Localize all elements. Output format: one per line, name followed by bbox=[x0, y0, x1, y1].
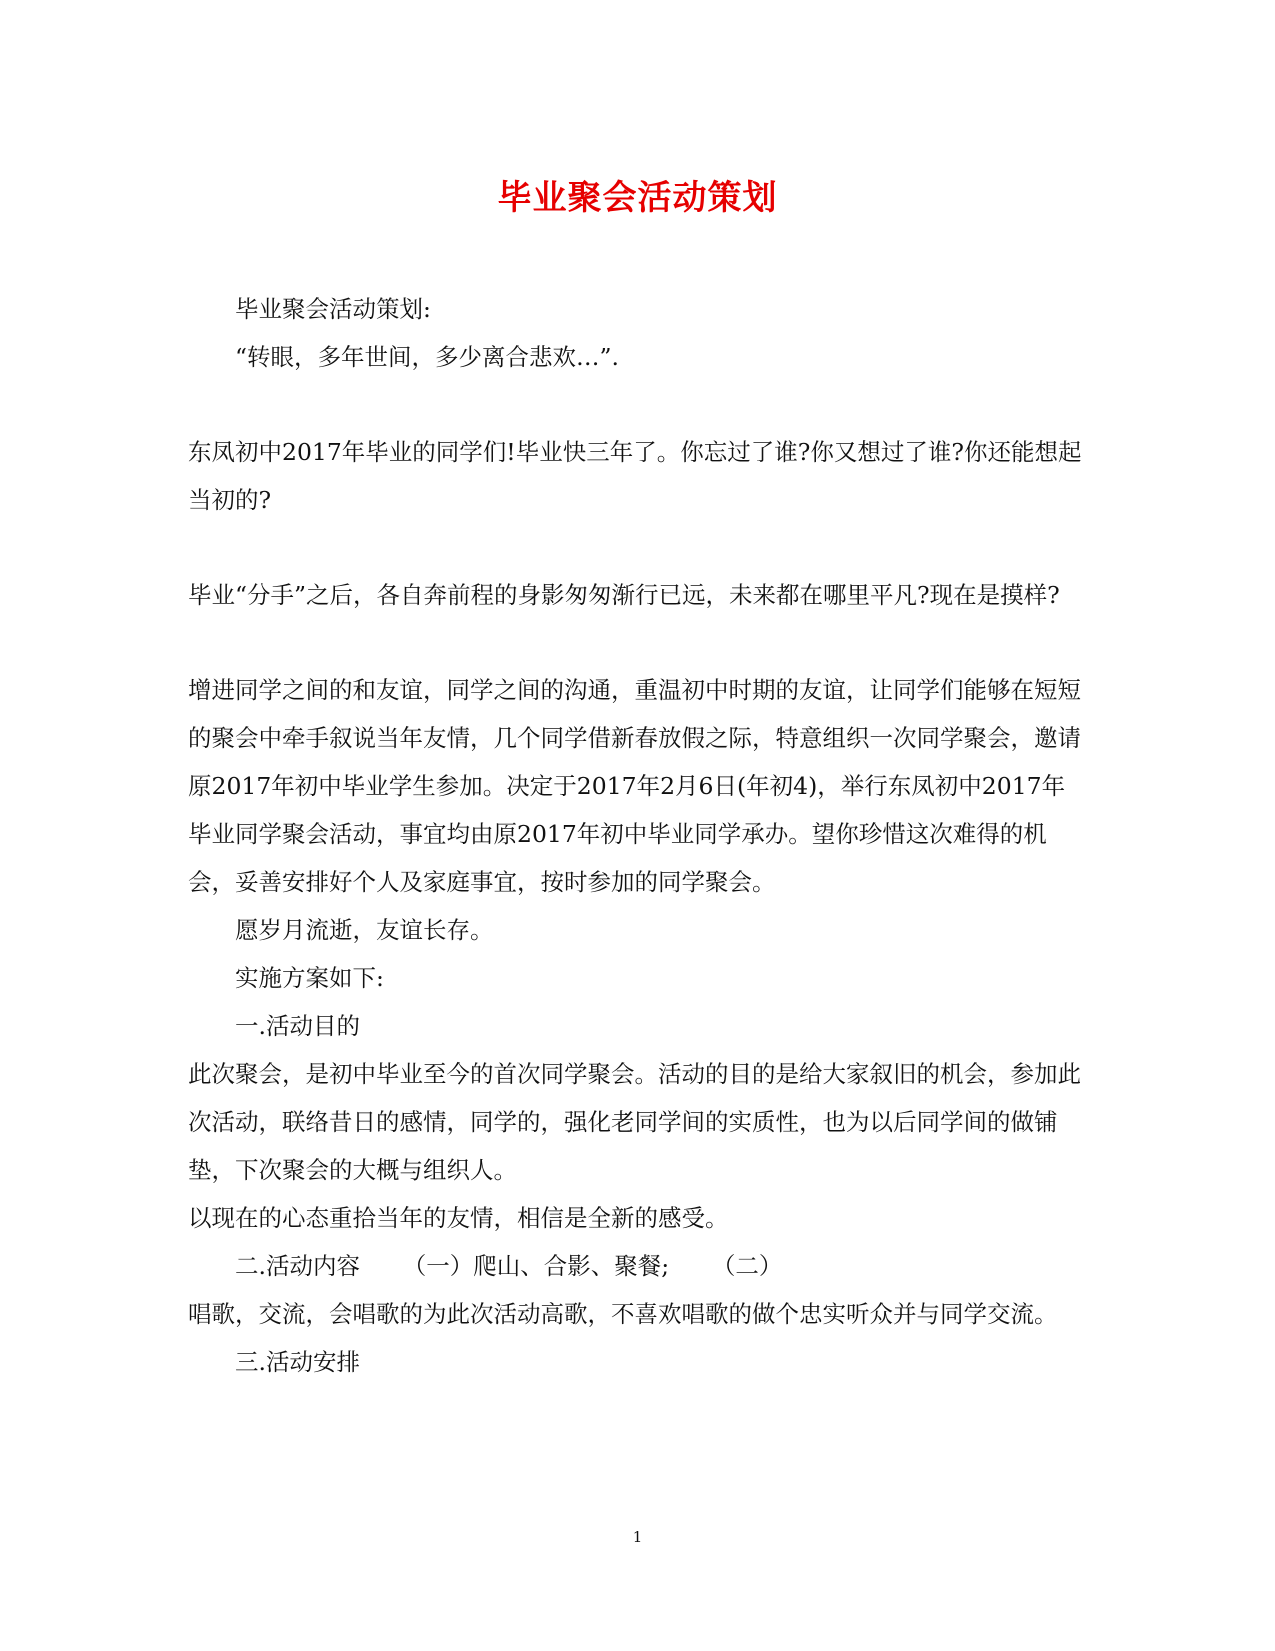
paragraph-intro-label: 毕业聚会活动策划: bbox=[235, 295, 431, 323]
paragraph-quote: “转眼，多年世间，多少离合悲欢…”. bbox=[235, 343, 619, 371]
section-heading-content: 二.活动内容 （一）爬山、合影、聚餐; （二） bbox=[235, 1252, 783, 1280]
paragraph-greeting: 东凤初中2017年毕业的同学们!毕业快三年了。你忘过了谁?你又想过了谁?你还能想起当初的? bbox=[188, 438, 1082, 514]
paragraph-purpose: 此次聚会，是初中毕业至今的首次同学聚会。活动的目的是给大家叙旧的机会，参加此次活动，联络昔日的感情，同学的，强化老同学间的实质性，也为以后同学间的做铺垫，下次聚会的大概与组织人。 bbox=[188, 1060, 1081, 1184]
paragraph-singing: 唱歌，交流，会唱歌的为此次活动高歌，不喜欢唱歌的做个忠实听众并与同学交流。 bbox=[188, 1300, 1058, 1328]
paragraph-wish: 愿岁月流逝，友谊长存。 bbox=[235, 916, 494, 944]
paragraph-after-graduation: 毕业“分手”之后，各自奔前程的身影匆匆渐行已远，未来都在哪里平凡?现在是摸样? bbox=[188, 581, 1060, 609]
paragraph-plan-intro: 实施方案如下: bbox=[235, 964, 384, 992]
document-title: 毕业聚会活动策划 bbox=[497, 178, 778, 218]
page-number: 1 bbox=[632, 1528, 643, 1546]
paragraph-invitation: 增进同学之间的和友谊，同学之间的沟通，重温初中时期的友谊，让同学们能够在短短的聚会中牵手叙说当年友情，几个同学借新春放假之际，特意组织一次同学聚会，邀请原2017年初中毕业学生参加。决定于2017年2月6日(年初4)，举行东凤初中2017年毕业同学聚会活动，事宜均由原2017年初中毕业同学承办。望你珍惜这次难得的机会，妥善安排好个人及家庭事宜，按时参加的同学聚会。 bbox=[188, 676, 1081, 896]
section-heading-purpose: 一.活动目的 bbox=[235, 1012, 360, 1040]
paragraph-feeling: 以现在的心态重拾当年的友情，相信是全新的感受。 bbox=[188, 1204, 729, 1232]
document-body bbox=[188, 285, 1088, 1386]
section-heading-arrangement: 三.活动安排 bbox=[235, 1348, 360, 1376]
